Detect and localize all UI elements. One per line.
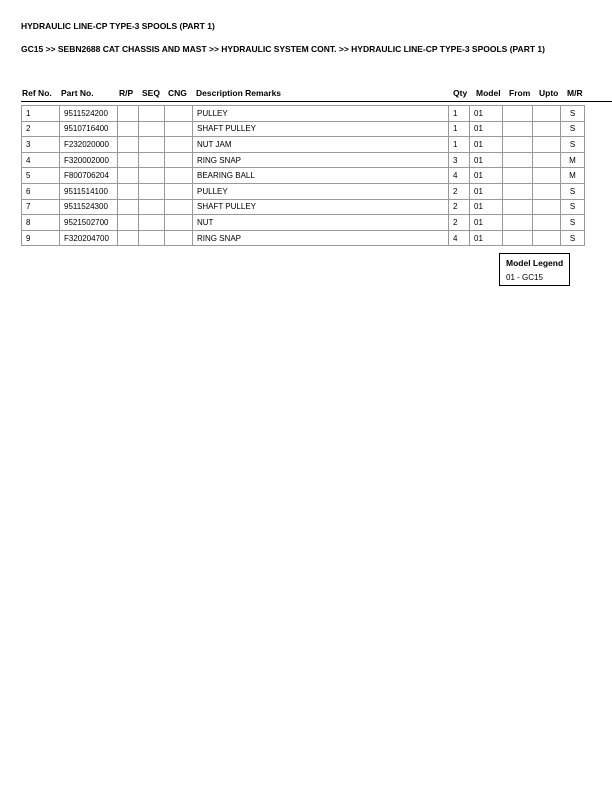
cng-cell — [165, 199, 193, 215]
part-no-cell: F320204700 — [60, 230, 118, 246]
ref-no-cell: 1 — [22, 106, 60, 122]
qty-cell: 1 — [449, 106, 470, 122]
seq-cell — [139, 121, 165, 137]
header-from: From — [509, 88, 531, 98]
from-cell — [503, 215, 533, 231]
from-cell — [503, 121, 533, 137]
qty-cell: 2 — [449, 215, 470, 231]
header-rp: R/P — [119, 88, 134, 98]
mr-cell: S — [561, 215, 585, 231]
rp-cell — [118, 215, 139, 231]
upto-cell — [533, 168, 561, 184]
from-cell — [503, 152, 533, 168]
model-cell: 01 — [470, 137, 503, 153]
cng-cell — [165, 121, 193, 137]
seq-cell — [139, 199, 165, 215]
parts-table-body — [22, 106, 585, 246]
model-cell: 01 — [470, 215, 503, 231]
parts-table — [21, 105, 585, 246]
cng-cell — [165, 137, 193, 153]
description-cell: RING SNAP — [193, 230, 449, 246]
model-cell: 01 — [470, 168, 503, 184]
seq-cell — [139, 137, 165, 153]
part-no-cell: 9511524200 — [60, 106, 118, 122]
rp-cell — [118, 137, 139, 153]
ref-no-cell: 5 — [22, 168, 60, 184]
mr-cell: S — [561, 137, 585, 153]
header-description: Description Remarks — [196, 88, 282, 98]
table-row — [22, 183, 585, 199]
part-no-cell: F232020000 — [60, 137, 118, 153]
ref-no-cell: 9 — [22, 230, 60, 246]
upto-cell — [533, 215, 561, 231]
model-cell: 01 — [470, 152, 503, 168]
table-row — [22, 121, 585, 137]
seq-cell — [139, 152, 165, 168]
table-row — [22, 152, 585, 168]
rp-cell — [118, 106, 139, 122]
description-cell: PULLEY — [193, 183, 449, 199]
description-cell: NUT JAM — [193, 137, 449, 153]
ref-no-cell: 7 — [22, 199, 60, 215]
part-no-cell: 9511514100 — [60, 183, 118, 199]
from-cell — [503, 168, 533, 184]
description-cell: PULLEY — [193, 106, 449, 122]
header-model: Model — [476, 88, 501, 98]
table-row — [22, 230, 585, 246]
mr-cell: S — [561, 121, 585, 137]
qty-cell: 4 — [449, 230, 470, 246]
from-cell — [503, 106, 533, 122]
model-cell: 01 — [470, 121, 503, 137]
ref-no-cell: 4 — [22, 152, 60, 168]
header-qty: Qty — [453, 88, 468, 98]
mr-cell: M — [561, 168, 585, 184]
rp-cell — [118, 121, 139, 137]
rp-cell — [118, 168, 139, 184]
table-row — [22, 106, 585, 122]
part-no-cell: 9511524300 — [60, 199, 118, 215]
seq-cell — [139, 230, 165, 246]
mr-cell: M — [561, 152, 585, 168]
seq-cell — [139, 183, 165, 199]
part-no-cell: F800706204 — [60, 168, 118, 184]
part-no-cell: 9510716400 — [60, 121, 118, 137]
header-cng: CNG — [168, 88, 187, 98]
cng-cell — [165, 230, 193, 246]
description-cell: NUT — [193, 215, 449, 231]
page-title: HYDRAULIC LINE-CP TYPE-3 SPOOLS (PART 1) — [21, 21, 215, 31]
breadcrumb: GC15 >> SEBN2688 CAT CHASSIS AND MAST >> HYDRAULIC SYSTEM CONT. >> HYDRAULIC LINE-CP TYPE-3 SPOOLS (PART 1) — [21, 44, 545, 54]
model-cell: 01 — [470, 106, 503, 122]
mr-cell: S — [561, 230, 585, 246]
cng-cell — [165, 106, 193, 122]
header-ref-no: Ref No. — [22, 88, 52, 98]
description-cell: SHAFT PULLEY — [193, 199, 449, 215]
model-legend-title: Model Legend — [506, 258, 564, 268]
ref-no-cell: 3 — [22, 137, 60, 153]
cng-cell — [165, 168, 193, 184]
table-row — [22, 168, 585, 184]
upto-cell — [533, 106, 561, 122]
upto-cell — [533, 230, 561, 246]
cng-cell — [165, 183, 193, 199]
rp-cell — [118, 183, 139, 199]
part-no-cell: F320002000 — [60, 152, 118, 168]
mr-cell: S — [561, 183, 585, 199]
table-row — [22, 199, 585, 215]
from-cell — [503, 183, 533, 199]
rp-cell — [118, 152, 139, 168]
upto-cell — [533, 199, 561, 215]
description-cell: SHAFT PULLEY — [193, 121, 449, 137]
part-no-cell: 9521502700 — [60, 215, 118, 231]
seq-cell — [139, 168, 165, 184]
description-cell: BEARING BALL — [193, 168, 449, 184]
seq-cell — [139, 106, 165, 122]
upto-cell — [533, 121, 561, 137]
mr-cell: S — [561, 199, 585, 215]
cng-cell — [165, 152, 193, 168]
header-divider — [21, 101, 612, 102]
table-row — [22, 137, 585, 153]
model-legend — [499, 253, 570, 286]
ref-no-cell: 8 — [22, 215, 60, 231]
from-cell — [503, 137, 533, 153]
qty-cell: 3 — [449, 152, 470, 168]
qty-cell: 2 — [449, 183, 470, 199]
seq-cell — [139, 215, 165, 231]
upto-cell — [533, 152, 561, 168]
qty-cell: 4 — [449, 168, 470, 184]
cng-cell — [165, 215, 193, 231]
table-row — [22, 215, 585, 231]
model-cell: 01 — [470, 199, 503, 215]
from-cell — [503, 199, 533, 215]
header-seq: SEQ — [142, 88, 160, 98]
ref-no-cell: 2 — [22, 121, 60, 137]
qty-cell: 2 — [449, 199, 470, 215]
header-upto: Upto — [539, 88, 559, 98]
upto-cell — [533, 183, 561, 199]
model-legend-entry: 01 - GC15 — [506, 273, 543, 282]
model-cell: 01 — [470, 183, 503, 199]
qty-cell: 1 — [449, 137, 470, 153]
rp-cell — [118, 230, 139, 246]
qty-cell: 1 — [449, 121, 470, 137]
header-mr: M/R — [567, 88, 583, 98]
rp-cell — [118, 199, 139, 215]
ref-no-cell: 6 — [22, 183, 60, 199]
from-cell — [503, 230, 533, 246]
mr-cell: S — [561, 106, 585, 122]
model-cell: 01 — [470, 230, 503, 246]
upto-cell — [533, 137, 561, 153]
description-cell: RING SNAP — [193, 152, 449, 168]
header-part-no: Part No. — [61, 88, 94, 98]
